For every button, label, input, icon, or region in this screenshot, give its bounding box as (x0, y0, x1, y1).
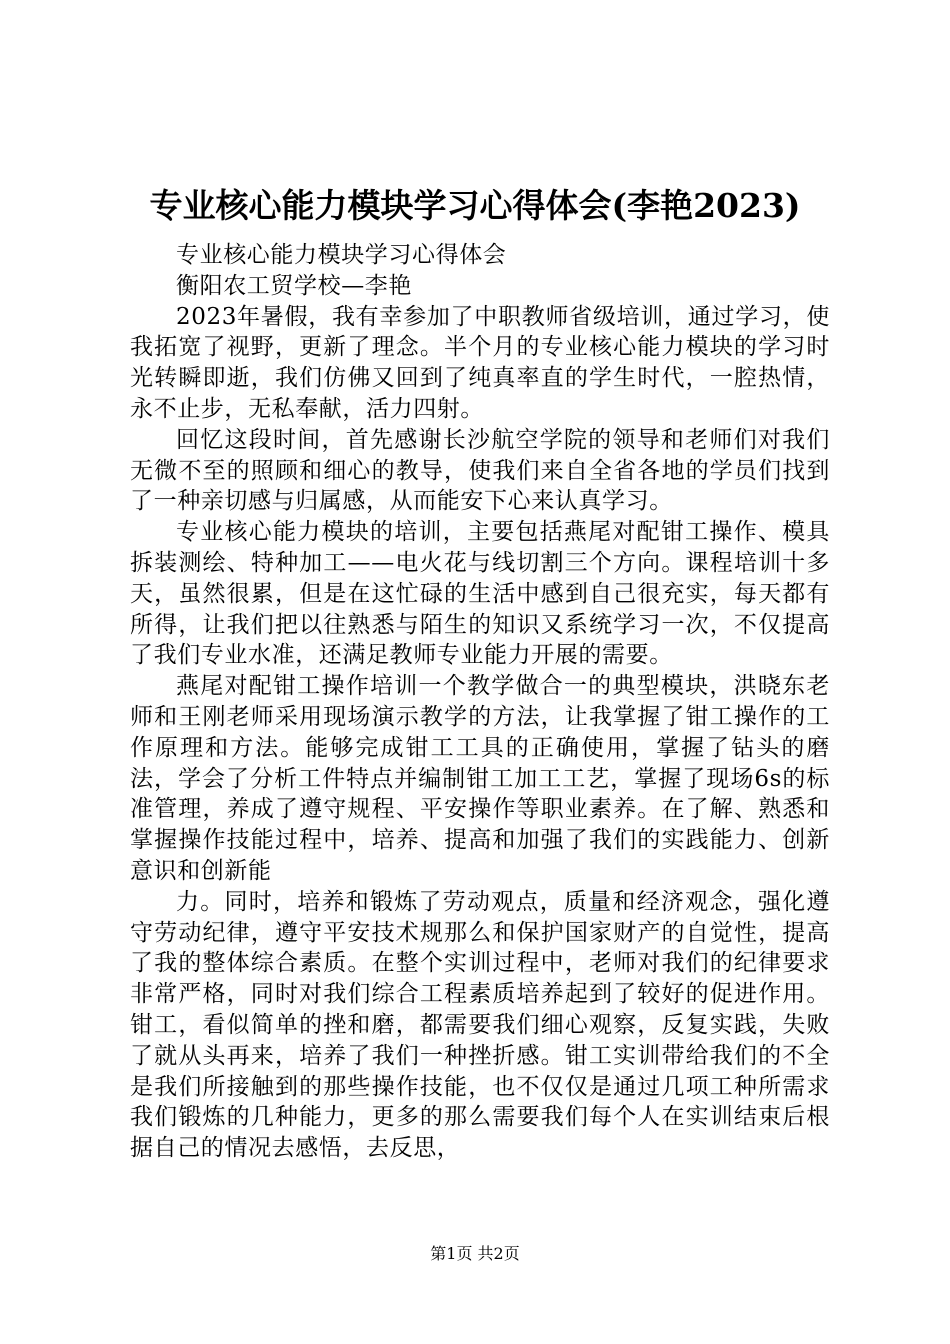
body-paragraph: 回忆这段时间，首先感谢长沙航空学院的领导和老师们对我们无微不至的照顾和细心的教导，使我们来自全省各地的学员们找到了一种亲切感与归属感，从而能安下心来认真学习。 (130, 426, 830, 515)
body-paragraph: 力。同时，培养和锻炼了劳动观点，质量和经济观念，强化遵守劳动纪律，遵守平安技术规那么和保护国家财产的自觉性，提高了我的整体综合素质。在整个实训过程中，老师对我们的纪律要求非常严格，同时对我们综合工程素质培养起到了较好的促进作用。钳工，看似简单的挫和磨，都需要我们细心观察，反复实践，失败了就从头再来，培养了我们一种挫折感。钳工实训带给我们的不全是我们所接触到的那些操作技能，也不仅仅是通过几项工种所需求我们锻炼的几种能力，更多的那么需要我们每个人在实训结束后根据自己的情况去感悟，去反思， (130, 888, 830, 1162)
document-body (130, 206, 830, 1164)
body-paragraph: 2023年暑假，我有幸参加了中职教师省级培训，通过学习，使我拓宽了视野，更新了理念。半个月的专业核心能力模块的学习时光转瞬即逝，我们仿佛又回到了纯真率直的学生时代，一腔热情，永不止步，无私奉献，活力四射。 (130, 303, 830, 422)
document-title: 专业核心能力模块学习心得体会(李艳2023) (149, 186, 801, 225)
body-paragraph: 燕尾对配钳工操作培训一个教学做合一的典型模块，洪晓东老师和王刚老师采用现场演示教学的方法，让我掌握了钳工操作的工作原理和方法。能够完成钳工工具的正确使用，掌握了钻头的磨法，学会了分析工件特点并编制钳工加工工艺，掌握了现场6s的标准管理，养成了遵守规程、平安操作等职业素养。在了解、熟悉和掌握操作技能过程中，培养、提高和加强了我们的实践能力、创新意识和创新能 (130, 673, 830, 884)
subtitle-paragraph: 专业核心能力模块学习心得体会 (176, 242, 507, 268)
page-footer: 第1页 共2页 (430, 1244, 520, 1263)
author-paragraph: 衡阳农工贸学校—李艳 (176, 272, 412, 299)
body-paragraph: 专业核心能力模块的培训，主要包括燕尾对配钳工操作、模具拆装测绘、特种加工——电火花与线切割三个方向。课程培训十多天，虽然很累，但是在这忙碌的生活中感到自己很充实，每天都有所得，让我们把以往熟悉与陌生的知识又系统学习一次，不仅提高了我们专业水准，还满足教师专业能力开展的需要。 (130, 519, 830, 669)
